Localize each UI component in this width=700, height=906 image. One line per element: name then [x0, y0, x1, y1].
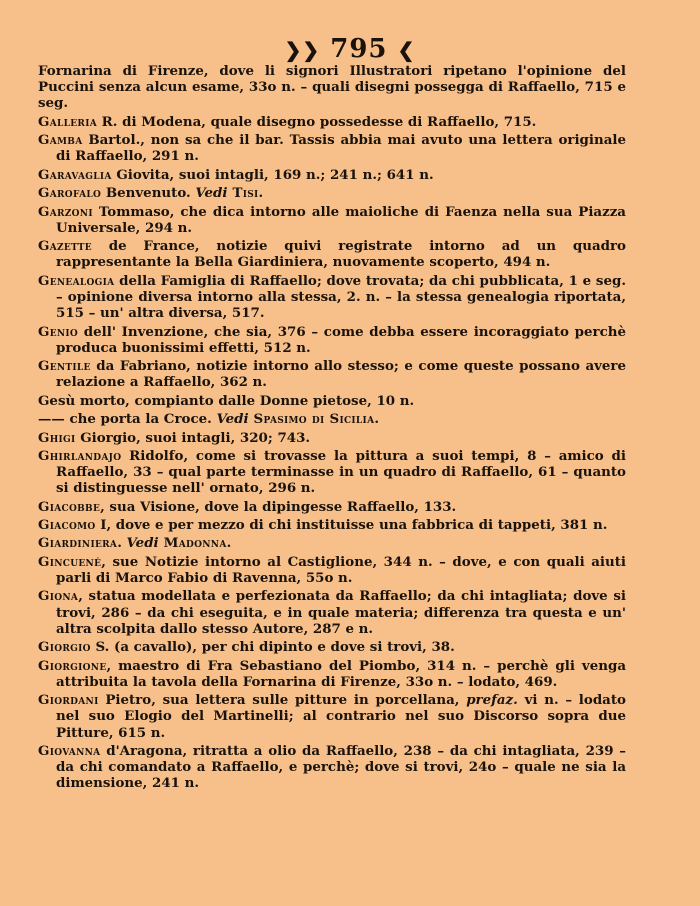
entry-heading: Gincuené	[38, 553, 102, 570]
index-entry: Gincuené, sue Notizie intorno al Castiglione, 344 n. – dove, e con quali aiuti parli di Marco Fabio di Ravenna, 55o n.	[38, 553, 626, 587]
index-entry: Giardiniera. Vedi Madonna.	[38, 535, 232, 552]
index-entry: —— che porta la Croce. Vedi Spasimo di Sicilia.	[38, 411, 380, 428]
entry-heading: Gamba	[38, 132, 83, 149]
index-entry: Gentile da Fabriano, notizie intorno allo stesso; e come queste possano avere relazione a Raffaello, 362 n.	[38, 358, 626, 391]
index-entry: Fornarina di Firenze, dove li signori Illustratori ripetano l'opinione del Puccini senza alcun esame, 33o n. – quali disegni possegga di Raffaello, 715 e seg.	[38, 63, 626, 112]
entry-heading: Giacomo	[38, 517, 96, 534]
index-entry: Ghirlandajo Ridolfo, come si trovasse la pittura a suoi tempi, 8 – amico di Raffaello, 33 – qual parte terminasse in un quadro di Raffaello, 61 – quanto si distinguesse nell' ornato, 296 n.	[38, 447, 626, 497]
index-entry: Genio dell' Invenzione, che sia, 376 – come debba essere incoraggiato perchè produca buonissimi effetti, 512 n.	[38, 323, 626, 356]
entry-heading: Genealogia	[38, 272, 115, 289]
page-header	[0, 34, 700, 64]
index-entry: Giona, statua modellata e perfezionata da Raffaello; da chi intagliata; dove si trovi, 286 – da chi eseguita, e in quale materia; differenza tra questa e un' altra scolpita dallo stesso Autore, 287 e n.	[38, 588, 626, 637]
index-entry: Garavaglia Giovita, suoi intagli, 169 n.; 241 n.; 641 n.	[38, 166, 434, 183]
entry-heading: Gazette	[38, 238, 92, 255]
entry-heading: Giardiniera	[38, 535, 118, 552]
right-ornament-icon: ❮	[397, 38, 416, 62]
index-entry: Ghigi Giorgio, suoi intagli, 320; 743.	[38, 429, 311, 446]
entry-heading: Gentile	[38, 358, 91, 375]
entry-heading: Genio	[38, 323, 79, 340]
entry-heading: Ghirlandajo	[38, 447, 122, 464]
entry-heading: ——	[38, 411, 65, 428]
index-entry: Giovanna d'Aragona, ritratta a olio da Raffaello, 238 – da chi intagliata, 239 – da chi comandato a Raffaello, e perchè; dove si trovi, 24o – quale ne sia la dimensione, 241 n.	[38, 743, 626, 792]
vedi-reference: Vedi	[126, 535, 159, 552]
index-entry: Giorgio S. (a cavallo), per chi dipinto e dove si trovi, 38.	[38, 639, 455, 656]
entry-heading: Giorgio	[38, 639, 91, 656]
entry-heading: Giorgione	[38, 657, 107, 674]
page-number: 795	[330, 34, 388, 64]
index-entry: Gesù morto, compianto dalle Donne pietose, 10 n.	[38, 392, 415, 409]
entry-heading: Giordani	[38, 692, 99, 709]
index-entry: Garofalo Benvenuto. Vedi Tisi.	[38, 185, 264, 202]
index-entry: Garzoni Tommaso, che dica intorno alle maioliche di Faenza nella sua Piazza Universale, 294 n.	[38, 203, 626, 236]
index-entry: Giordani Pietro, sua lettera sulle pitture in porcellana, prefaz. vi n. – lodato nel suo Elogio del Martinelli; al contrario nel suo Discorso sopra due Pitture, 615 n.	[38, 692, 626, 741]
index-entry: Galleria R. di Modena, quale disegno possedesse di Raffaello, 715.	[38, 113, 537, 130]
entry-heading: Garavaglia	[38, 166, 112, 183]
entry-heading: Ghigi	[38, 429, 76, 446]
index-entry: Gazette de France, notizie quivi registrate intorno ad un quadro rappresentante la Bella Giardiniera, nuovamente scoperto, 494 n.	[38, 238, 626, 271]
entry-heading: Galleria	[38, 113, 98, 130]
entry-heading: Giona	[38, 588, 79, 605]
prefaz-reference: prefaz.	[466, 692, 518, 709]
index-entry: Genealogia della Famiglia di Raffaello; dove trovata; da chi pubblicata, 1 e seg. – opinione diversa intorno alla stessa, 2. n. – la stessa genealogia riportata, 515 – un' altra diversa, 517.	[38, 272, 626, 322]
index-entry: Giacobbe, sua Visione, dove la dipingesse Raffaello, 133.	[38, 498, 457, 515]
index-entry: Giacomo I, dove e per mezzo di chi instituisse una fabbrica di tappeti, 381 n.	[38, 517, 608, 534]
entry-heading: Giacobbe	[38, 498, 101, 515]
index-entries	[38, 63, 626, 794]
vedi-reference: Vedi	[216, 411, 249, 428]
vedi-reference: Vedi	[195, 185, 228, 202]
entry-heading: Garzoni	[38, 203, 93, 220]
index-entry: Gamba Bartol., non sa che il bar. Tassis abbia mai avuto una lettera originale di Raffaello, 291 n.	[38, 132, 626, 165]
left-ornament-icon: ❯❯	[284, 38, 321, 62]
entry-heading: Garofalo	[38, 185, 102, 202]
entry-heading: Giovanna	[38, 743, 101, 760]
index-entry: Giorgione, maestro di Fra Sebastiano del Piombo, 314 n. – perchè gli venga attribuita la tavola della Fornarina di Firenze, 33o n. – lodato, 469.	[38, 657, 626, 690]
